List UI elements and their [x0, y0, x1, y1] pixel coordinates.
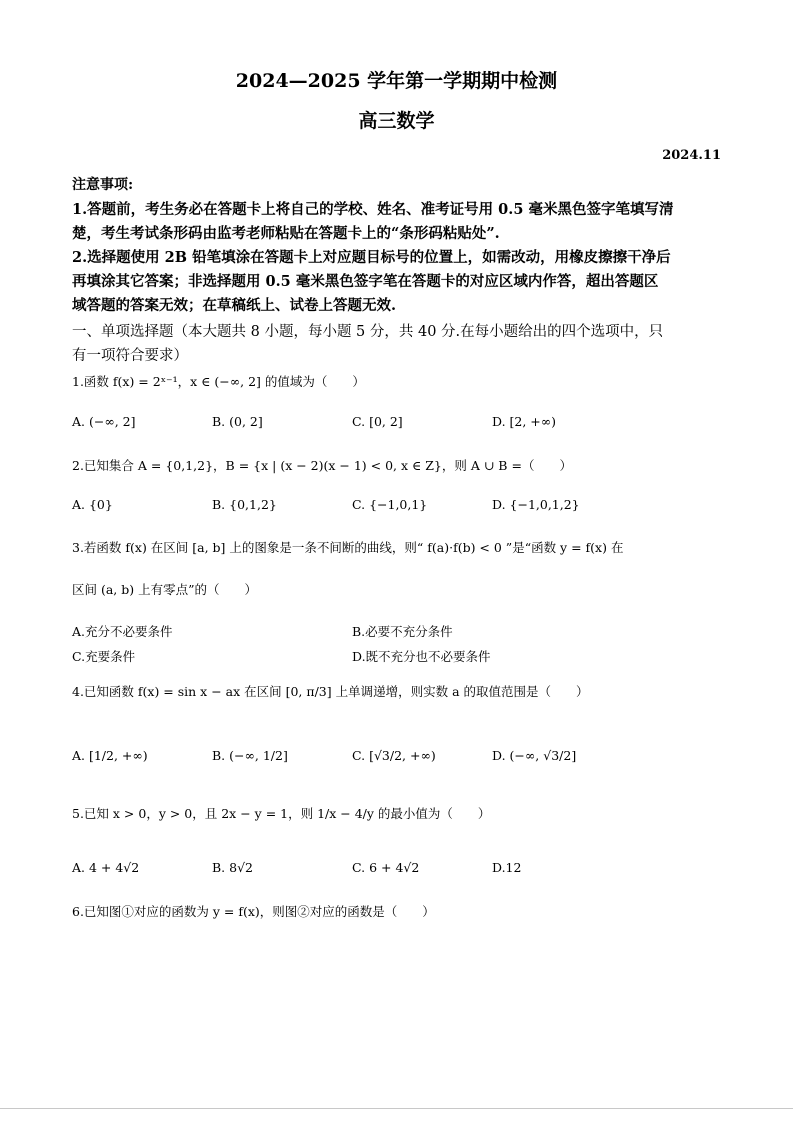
- option-c: C.充要条件: [72, 649, 136, 664]
- question-1-stem: 1.函数 f(x) = 2ˣ⁻¹，x ∈ (−∞, 2] 的值域为（ ）: [72, 374, 365, 389]
- notice-line: 再填涂其它答案；非选择题用 0.5 毫米黑色签字笔在答题卡的对应区域内作答，超出答题区: [72, 273, 659, 290]
- question-2-stem: 2.已知集合 A = {0,1,2}，B = {x | (x − 2)(x − 1) < 0, x ∈ Z}，则 A ∪ B =（ ）: [72, 458, 572, 473]
- option-a: A.充分不必要条件: [72, 624, 173, 639]
- section-heading: 有一项符合要求）: [72, 348, 188, 364]
- notice-line: 2.选择题使用 2B 铅笔填涂在答题卡上对应题目标号的位置上，如需改动，用橡皮擦擦干净后: [72, 249, 671, 266]
- option-a: A. {0}: [72, 497, 113, 512]
- option-b: B. {0,1,2}: [212, 497, 277, 512]
- option-a: A. 4 + 4√2: [72, 860, 140, 875]
- option-c: C. [√3/2, +∞): [352, 748, 436, 763]
- option-a: A. [1/2, +∞): [72, 748, 148, 763]
- notice-line: 1.答题前，考生务必在答题卡上将自己的学校、姓名、准考证号用 0.5 毫米黑色签字笔填写清: [72, 201, 674, 218]
- option-d: D. [2, +∞): [492, 414, 557, 429]
- option-d: D. {−1,0,1,2}: [492, 497, 580, 512]
- option-d: D. (−∞, √3/2]: [492, 748, 577, 763]
- option-b: B. (−∞, 1/2]: [212, 748, 288, 763]
- option-c: C. [0, 2]: [352, 414, 403, 429]
- question-4-stem: 4.已知函数 f(x) = sin x − ax 在区间 [0, π/3] 上单调递增，则实数 a 的取值范围是（ ）: [72, 684, 589, 699]
- notice-heading: 注意事项:: [72, 177, 134, 193]
- exam-title: 2024—2025 学年第一学期期中检测: [235, 70, 558, 92]
- page-bottom-divider: [0, 1108, 793, 1109]
- exam-subtitle: 高三数学: [358, 110, 435, 132]
- exam-date: 2024.11: [662, 148, 721, 163]
- question-5-stem: 5.已知 x > 0，y > 0，且 2x − y = 1，则 1/x − 4/y 的最小值为（ ）: [72, 806, 491, 821]
- option-d: D.12: [492, 860, 522, 875]
- option-d: D.既不充分也不必要条件: [352, 649, 491, 664]
- section-heading: 一、单项选择题（本大题共 8 小题，每小题 5 分，共 40 分.在每小题给出的四个选项中，只: [72, 324, 664, 340]
- notice-line: 域答题的答案无效；在草稿纸上、试卷上答题无效.: [72, 297, 397, 314]
- notice-line: 楚，考生考试条形码由监考老师粘贴在答题卡上的“条形码粘贴处”.: [72, 225, 500, 242]
- question-3-stem-cont: 区间 (a, b) 上有零点”的（ ）: [72, 582, 257, 597]
- question-6-stem: 6.已知图①对应的函数为 y = f(x)，则图②对应的函数是（ ）: [72, 904, 435, 919]
- option-c: C. 6 + 4√2: [352, 860, 420, 875]
- option-c: C. {−1,0,1}: [352, 497, 428, 512]
- question-3-stem: 3.若函数 f(x) 在区间 [a, b] 上的图象是一条不间断的曲线，则“ f(a)·f(b) < 0 ”是“函数 y = f(x) 在: [72, 540, 624, 555]
- option-a: A. (−∞, 2]: [72, 414, 136, 429]
- option-b: B. 8√2: [212, 860, 254, 875]
- option-b: B. (0, 2]: [212, 414, 263, 429]
- option-b: B.必要不充分条件: [352, 624, 453, 639]
